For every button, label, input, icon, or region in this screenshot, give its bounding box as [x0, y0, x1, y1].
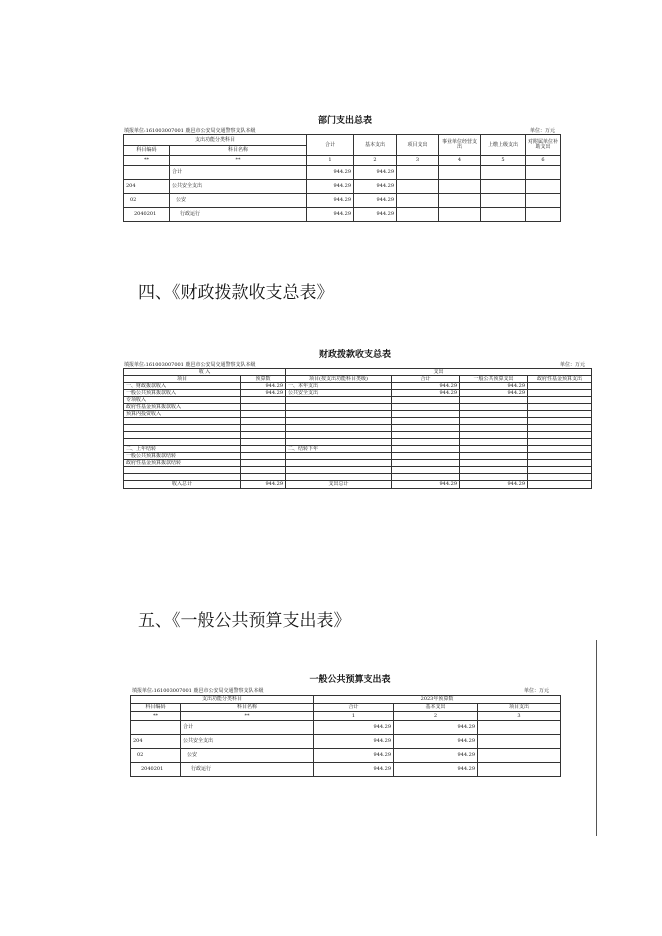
t2-in: 政府性基金预算拨款收入 [124, 404, 241, 411]
t2-h-fund: 政府性基金预算支出 [528, 376, 592, 383]
t2-in: 一般公共预算拨款收入 [124, 390, 241, 397]
t3-total: 944.29 [314, 721, 394, 735]
table-row [124, 432, 592, 439]
t3-basic: 944.29 [394, 763, 478, 777]
table-row [124, 411, 592, 418]
t2-sum-in: 收入总计 [124, 481, 241, 489]
table-row [124, 467, 592, 474]
t2-sum-gen: 944.29 [460, 481, 528, 489]
t2-amt [241, 453, 286, 460]
t2-amt: 944.29 [241, 390, 286, 397]
t1-name: 合计 [170, 166, 307, 180]
table-row [124, 208, 561, 222]
table-row [131, 763, 561, 777]
t2-total [392, 425, 460, 432]
t2-in: 二、上年结转 [124, 446, 241, 453]
t3-name: 行政运行 [181, 763, 314, 777]
t2-total [392, 446, 460, 453]
t3-idx: 3 [478, 712, 561, 721]
t1-code [124, 166, 170, 180]
t1-name: 行政运行 [170, 208, 307, 222]
t2-h-total: 合计 [392, 376, 460, 383]
t1-basic: 944.29 [354, 166, 397, 180]
t1-h-code: 科目编码 [124, 146, 170, 156]
t2-in: 政府性基金预算拨款结转 [124, 460, 241, 467]
t2-h-general: 一般公共预算支出 [460, 376, 528, 383]
t3-total: 944.29 [314, 735, 394, 749]
t2-out: 一、本年支出 [286, 383, 392, 390]
t1-idx: 5 [481, 156, 526, 166]
t2-gen: 944.29 [460, 390, 528, 397]
t2-h-item: 项目 [124, 376, 241, 383]
table-row [131, 735, 561, 749]
t2-h-exp-item: 项目(按支出功能科目类级) [286, 376, 392, 383]
t2-gen [460, 460, 528, 467]
t2-out [286, 432, 392, 439]
t2-fund [528, 404, 592, 411]
t3-idx: 1 [314, 712, 394, 721]
t2-table [123, 368, 592, 489]
t3-code [131, 721, 181, 735]
t2-out [286, 418, 392, 425]
t2-sum-amt: 944.29 [241, 481, 286, 489]
t1-total: 944.29 [307, 208, 354, 222]
t2-in [124, 432, 241, 439]
t2-total: 944.29 [392, 383, 460, 390]
t2-out [286, 453, 392, 460]
t2-in: 专项收入 [124, 397, 241, 404]
table-row [124, 383, 592, 390]
table-row [131, 721, 561, 735]
t2-amt [241, 439, 286, 446]
t3-h-basic: 基本支出 [394, 704, 478, 712]
t2-amt [241, 425, 286, 432]
t1-basic: 944.29 [354, 208, 397, 222]
t2-total [392, 432, 460, 439]
t2-total [392, 439, 460, 446]
t1-name: 公共安全支出 [170, 180, 307, 194]
t3-total: 944.29 [314, 749, 394, 763]
t3-h-total: 合计 [314, 704, 394, 712]
t3-h-year: 2023年预算数 [314, 696, 561, 704]
t2-gen [460, 404, 528, 411]
t2-sum-total: 944.29 [392, 481, 460, 489]
t3-unit: 单位：万元 [524, 688, 550, 694]
t2-amt [241, 467, 286, 474]
t2-gen [460, 453, 528, 460]
t1-h-subsidy: 对附属单位补助支出 [526, 135, 561, 156]
t2-amt: 944.29 [241, 383, 286, 390]
t2-out: 二、结转下年 [286, 446, 392, 453]
t2-h-expense: 支出 [286, 369, 592, 376]
t1-name: 公安 [170, 194, 307, 208]
t1-unit-org: 填报单位:161003007001 鹿邑市公安局交通警察支队本级 [124, 128, 256, 134]
t2-title: 财政拨款收支总表 [318, 350, 391, 360]
t2-gen [460, 467, 528, 474]
t3-code: 204 [131, 735, 181, 749]
t1-total: 944.29 [307, 166, 354, 180]
t1-basic: 944.29 [354, 180, 397, 194]
t1-idx: 2 [354, 156, 397, 166]
t1-h-upper: 上缴上级支出 [481, 135, 526, 156]
t2-in [124, 474, 241, 481]
t2-fund [528, 425, 592, 432]
t3-h-group: 支出功能分类科目 [131, 696, 314, 704]
table-row [124, 404, 592, 411]
t2-gen [460, 439, 528, 446]
t2-out [286, 397, 392, 404]
t3-name: 公共安全支出 [181, 735, 314, 749]
t2-total [392, 453, 460, 460]
t1-table [123, 134, 561, 222]
t2-gen [460, 432, 528, 439]
t2-total: 944.29 [392, 390, 460, 397]
t3-unit-org: 填报单位:161003007001 鹿邑市公安局交通警察支队本级 [132, 688, 264, 694]
t1-h-basic: 基本支出 [354, 135, 397, 156]
t1-idx: 3 [397, 156, 439, 166]
t3-total: 944.29 [314, 763, 394, 777]
t2-fund [528, 411, 592, 418]
t2-amt [241, 446, 286, 453]
t1-basic: 944.29 [354, 194, 397, 208]
t2-fund [528, 390, 592, 397]
t2-fund [528, 383, 592, 390]
section-heading-4: 四、《财政拨款收支总表》 [138, 283, 334, 303]
margin-line [596, 640, 597, 836]
t2-out [286, 425, 392, 432]
t1-idx: 4 [439, 156, 481, 166]
t2-gen [460, 446, 528, 453]
t2-unit-org: 填报单位:161003007001 鹿邑市公安局交通警察支队本级 [124, 362, 256, 368]
section-heading-5: 五、《一般公共预算支出表》 [138, 611, 351, 631]
t1-code: 2040201 [124, 208, 170, 222]
table-row [124, 453, 592, 460]
t2-total [392, 460, 460, 467]
t1-code: 02 [124, 194, 170, 208]
t2-fund [528, 446, 592, 453]
t2-unit: 单位：万元 [560, 362, 586, 368]
t3-name: 合计 [181, 721, 314, 735]
t2-out [286, 439, 392, 446]
t2-out: 公共安全支出 [286, 390, 392, 397]
t3-h-name: 科目名称 [181, 704, 314, 712]
t2-fund [528, 397, 592, 404]
t2-total [392, 397, 460, 404]
t1-idx: ** [170, 156, 307, 166]
table-row [124, 180, 561, 194]
t2-in: 预算内投资收入 [124, 411, 241, 418]
t2-amt [241, 474, 286, 481]
t2-fund [528, 460, 592, 467]
t3-idx: ** [131, 712, 181, 721]
table-row [124, 425, 592, 432]
t1-h-total: 合计 [307, 135, 354, 156]
t1-h-group: 支出功能分类科目 [124, 135, 307, 146]
t3-idx: 2 [394, 712, 478, 721]
t1-idx: ** [124, 156, 170, 166]
t1-total: 944.29 [307, 194, 354, 208]
t3-basic: 944.29 [394, 749, 478, 763]
t3-h-code: 科目编码 [131, 704, 181, 712]
table-row [131, 749, 561, 763]
t2-amt [241, 411, 286, 418]
t2-total [392, 411, 460, 418]
t3-idx: ** [181, 712, 314, 721]
t2-gen [460, 397, 528, 404]
t2-total [392, 474, 460, 481]
t3-h-project: 项目支出 [478, 704, 561, 712]
t2-sum-row [124, 481, 592, 489]
t2-fund [528, 474, 592, 481]
t2-h-budget: 预算数 [241, 376, 286, 383]
table-row [124, 397, 592, 404]
t2-amt [241, 404, 286, 411]
t1-idx: 6 [526, 156, 561, 166]
t3-basic: 944.29 [394, 721, 478, 735]
t2-out [286, 404, 392, 411]
t2-out [286, 467, 392, 474]
table-row [124, 418, 592, 425]
t1-idx: 1 [307, 156, 354, 166]
t2-total [392, 404, 460, 411]
t2-fund [528, 439, 592, 446]
t2-in: 一、财政拨款收入 [124, 383, 241, 390]
t3-title: 一般公共预算支出表 [309, 675, 391, 685]
table-row [124, 194, 561, 208]
t2-out [286, 474, 392, 481]
t2-amt [241, 397, 286, 404]
t1-code: 204 [124, 180, 170, 194]
t1-title: 部门支出总表 [317, 116, 372, 126]
t2-total [392, 418, 460, 425]
t2-amt [241, 460, 286, 467]
t2-amt [241, 432, 286, 439]
t1-h-project: 项目支出 [397, 135, 439, 156]
t2-h-income: 收 入 [124, 369, 286, 376]
t2-in: 一般公共预算拨款结转 [124, 453, 241, 460]
t2-fund [528, 418, 592, 425]
t2-amt [241, 418, 286, 425]
t1-h-name: 科目名称 [170, 146, 307, 156]
table-row [124, 474, 592, 481]
t2-gen [460, 418, 528, 425]
t3-table [130, 695, 561, 777]
table-row [124, 446, 592, 453]
t3-name: 公安 [181, 749, 314, 763]
table-row [124, 460, 592, 467]
table-row [124, 390, 592, 397]
t2-in [124, 439, 241, 446]
table-row [124, 439, 592, 446]
t1-total: 944.29 [307, 180, 354, 194]
t2-fund [528, 467, 592, 474]
t1-h-enterprise: 事业单位经营支出 [439, 135, 481, 156]
t2-sum-out: 支出总计 [286, 481, 392, 489]
t2-gen: 944.29 [460, 383, 528, 390]
t2-in [124, 425, 241, 432]
t1-unit: 单位：万元 [530, 128, 556, 134]
t2-in [124, 467, 241, 474]
t3-basic: 944.29 [394, 735, 478, 749]
t2-gen [460, 474, 528, 481]
table-row [124, 166, 561, 180]
t2-in [124, 418, 241, 425]
t3-code: 2040201 [131, 763, 181, 777]
t2-gen [460, 425, 528, 432]
t2-fund [528, 453, 592, 460]
t3-code: 02 [131, 749, 181, 763]
t2-out [286, 411, 392, 418]
t2-gen [460, 411, 528, 418]
t2-out [286, 460, 392, 467]
t2-fund [528, 432, 592, 439]
t2-total [392, 467, 460, 474]
